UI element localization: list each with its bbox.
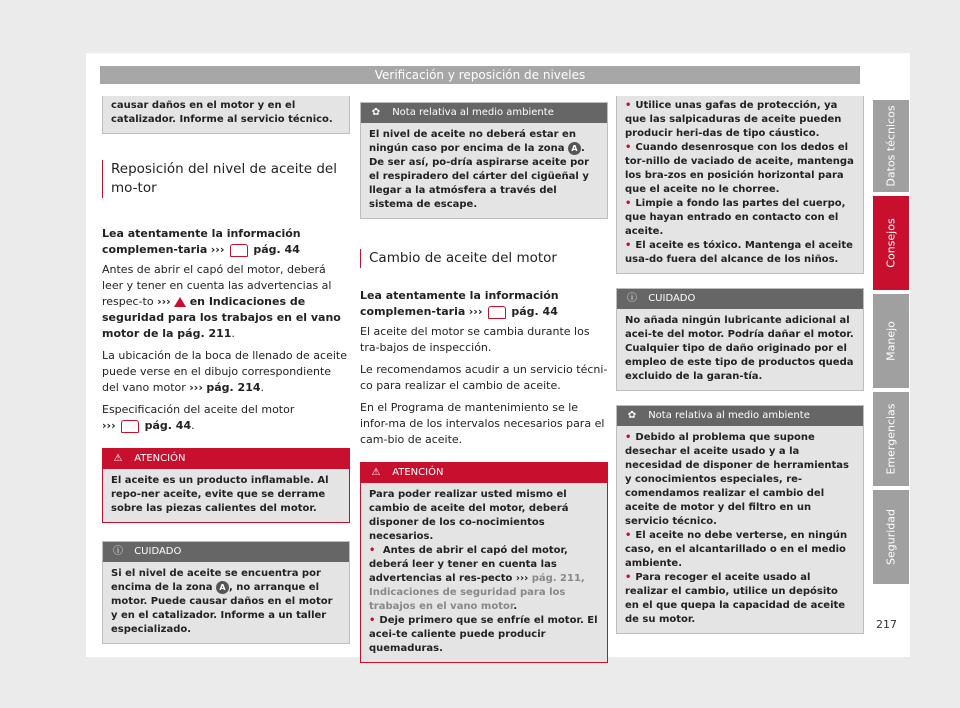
atencion-title: ATENCIÓN xyxy=(134,453,186,464)
cuidado-text-a: Si el nivel de aceite se encuentra por encima de la zona xyxy=(111,568,321,593)
env-text-b: . De ser así, po-dría aspirarse aceite por el respiradero del cárter del cigüeñal y llegar a la atmósfera a través del sistema de escape. xyxy=(369,143,590,210)
arrows-icon: ››› xyxy=(468,305,483,318)
atencion-bullet-2: • Deje primero que se enfríe el motor. El acei-te caliente puede producir quemaduras. xyxy=(369,614,599,656)
arrows-icon: ››› xyxy=(157,295,171,308)
info-icon: ⓘ xyxy=(627,293,637,304)
env-note-body xyxy=(361,123,607,218)
cuidado-header xyxy=(103,542,349,562)
tab-datos-tecnicos[interactable] xyxy=(873,100,909,192)
atencion-body: El aceite es un producto inflamable. Al repo-ner aceite, evite que se derrame sobre las piezas calientes del motor. xyxy=(111,475,329,514)
tab-label: Consejos xyxy=(884,218,898,268)
arrows-icon: ››› xyxy=(189,381,203,394)
section-heading-reposicion: Reposición del nivel de aceite del mo-tor xyxy=(102,160,350,198)
atencion-header xyxy=(103,449,349,469)
p1-text: Antes de abrir el capó del motor, deberá leer y tener en cuenta las advertencias al respec-to xyxy=(102,263,332,308)
tab-emergencias[interactable] xyxy=(873,392,909,486)
env-note-header xyxy=(617,406,863,426)
zone-marker-a: A xyxy=(568,142,581,155)
p1-link[interactable]: en Indicaciones de seguridad para los trabajos en el vano motor de la pág. 211 xyxy=(102,295,341,340)
bullet-item: • Limpie a fondo las partes del cuerpo, que hayan entrado en contacto con el aceite. xyxy=(625,197,855,239)
cuidado-text-b: , no arranque el motor. Puede causar daños en el motor y en el catalizador. Informe a un taller especializado. xyxy=(111,582,333,635)
bullet-item: • Cuando desenrosque con los dedos el tor-nillo de vaciado de aceite, mantenga los bra-zos en posición horizontal para que el aceite no le chorree. xyxy=(625,141,855,197)
tab-label: Manejo xyxy=(884,321,898,361)
book-icon xyxy=(121,420,139,433)
paragraph-3: En el Programa de mantenimiento se le infor-ma de los intervalos necesarios para el cam-bio de aceite. xyxy=(360,401,605,446)
read-reference xyxy=(360,288,608,320)
column-3 xyxy=(616,102,864,634)
read-prefix: Lea atentamente la información complemen-taria xyxy=(360,289,559,318)
page-link[interactable]: pág. 44 xyxy=(253,243,300,256)
cuidado-body: No añada ningún lubricante adicional al acei-te del motor. Podría dañar el motor. Cualquier tipo de daño originado por el empleo de este tipo de productos queda excluido de la garan-tía. xyxy=(625,315,854,382)
tab-consejos[interactable] xyxy=(873,196,909,290)
paragraph-3: Especificación del aceite del motor ››› pág. 44. xyxy=(102,403,295,432)
read-reference xyxy=(102,226,350,258)
arrows-icon: ››› xyxy=(102,419,116,432)
p3-link[interactable]: pág. 44 xyxy=(144,419,192,432)
atencion-header xyxy=(361,463,607,483)
cuidado-box xyxy=(102,541,350,644)
paragraph-1: El aceite del motor se cambia durante los tra-bajos de inspección. xyxy=(360,325,590,354)
tab-seguridad[interactable] xyxy=(873,490,909,584)
bullet-item: • El aceite no debe verterse, en ningún caso, en el alcantarillado o en el medio ambiente. xyxy=(625,529,855,571)
tab-label: Emergencias xyxy=(884,403,898,475)
env-note-box xyxy=(616,405,864,634)
p2-link[interactable]: pág. 214 xyxy=(206,381,261,394)
cuidado-box xyxy=(616,288,864,391)
book-icon xyxy=(488,306,506,319)
env-note-title: Nota relativa al medio ambiente xyxy=(392,107,554,118)
page-header: Verificación y reposición de niveles xyxy=(100,66,860,84)
info-icon: ⓘ xyxy=(113,546,123,557)
page-link[interactable]: pág. 44 xyxy=(511,305,558,318)
tab-label: Datos técnicos xyxy=(884,105,898,187)
tab-manejo[interactable] xyxy=(873,294,909,388)
continued-note-text: causar daños en el motor y en el catalizador. Informe al servicio técnico. xyxy=(111,100,333,125)
p2-text: La ubicación de la boca de llenado de aceite puede verse en el dibujo correspondiente del vano motor xyxy=(102,349,347,394)
env-text-a: El nivel de aceite no deberá estar en ningún caso por encima de la zona xyxy=(369,129,576,154)
atencion-body xyxy=(361,483,607,662)
page-number: 217 xyxy=(876,618,897,631)
paragraph-2: Le recomendamos acudir a un servicio técni-co para realizar el cambio de aceite. xyxy=(360,363,608,392)
environment-icon: ✿ xyxy=(371,107,381,118)
section-heading-cambio: Cambio de aceite del motor xyxy=(360,249,608,268)
cuidado-header xyxy=(617,289,863,309)
atencion-title: ATENCIÓN xyxy=(392,467,444,478)
paragraph-2: La ubicación de la boca de llenado de aceite puede verse en el dibujo correspondiente del vano motor ››› pág. 214. xyxy=(102,349,347,394)
bullet-item: • Debido al problema que supone desechar el aceite usado y a la necesidad de disponer de herramientas y conocimientos especiales, re-comendamos realizar el cambio del aceite de motor y del filtro en un servicio técnico. xyxy=(625,431,855,529)
column-2 xyxy=(360,102,608,663)
book-icon xyxy=(230,244,248,257)
cuidado-body xyxy=(103,562,349,643)
env-note-title: Nota relativa al medio ambiente xyxy=(648,410,810,421)
bullet-1-text: Antes de abrir el capó del motor, deberá leer y tener en cuenta las advertencias al res-pecto xyxy=(369,545,568,584)
tab-label: Seguridad xyxy=(884,509,898,565)
cuidado-title: CUIDADO xyxy=(648,293,696,304)
warning-icon xyxy=(174,297,186,307)
atencion-box xyxy=(102,448,350,523)
bullet-1-link[interactable]: pág. 211, Indicaciones de seguridad para los trabajos en el vano motor xyxy=(369,573,585,612)
arrows-icon: ››› xyxy=(210,243,225,256)
env-note-header xyxy=(361,103,607,123)
bullet-item: • Utilice unas gafas de protección, ya que las salpicaduras de aceite pueden producir heri-das de tipo cáustico. xyxy=(625,99,855,141)
warning-icon: ⚠ xyxy=(113,453,123,464)
atencion-bullet-1: • Antes de abrir el capó del motor, deberá leer y tener en cuenta las advertencias al res-pecto ››› pág. 211, Indicaciones de seguridad para los trabajos en el vano motor. xyxy=(369,544,599,614)
zone-marker-a: A xyxy=(216,581,229,594)
environment-icon: ✿ xyxy=(627,410,637,421)
cuidado-title: CUIDADO xyxy=(134,546,182,557)
column-1 xyxy=(102,102,350,644)
continued-bullets-box xyxy=(616,96,864,274)
read-prefix: Lea atentamente la información complemen-taria xyxy=(102,227,301,256)
continued-note-box xyxy=(102,96,350,134)
env-note-body xyxy=(617,426,863,633)
warning-icon: ⚠ xyxy=(371,467,381,478)
bullet-item: • El aceite es tóxico. Mantenga el aceite usa-do fuera del alcance de los niños. xyxy=(625,239,855,267)
bullet-item: • Para recoger el aceite usado al realizar el cambio, utilice un depósito en el que quepa la capacidad de aceite de su motor. xyxy=(625,571,855,627)
p3-text: Especificación del aceite del motor xyxy=(102,403,295,416)
env-note-box xyxy=(360,102,608,219)
atencion-box xyxy=(360,462,608,663)
atencion-intro: Para poder realizar usted mismo el cambio de aceite del motor, deberá disponer de los co-nocimientos necesarios. xyxy=(369,489,569,542)
paragraph-1: Antes de abrir el capó del motor, deberá leer y tener en cuenta las advertencias al respec-to ››› en Indicaciones de seguridad para los trabajos en el vano motor de la pág. 211. xyxy=(102,263,341,340)
